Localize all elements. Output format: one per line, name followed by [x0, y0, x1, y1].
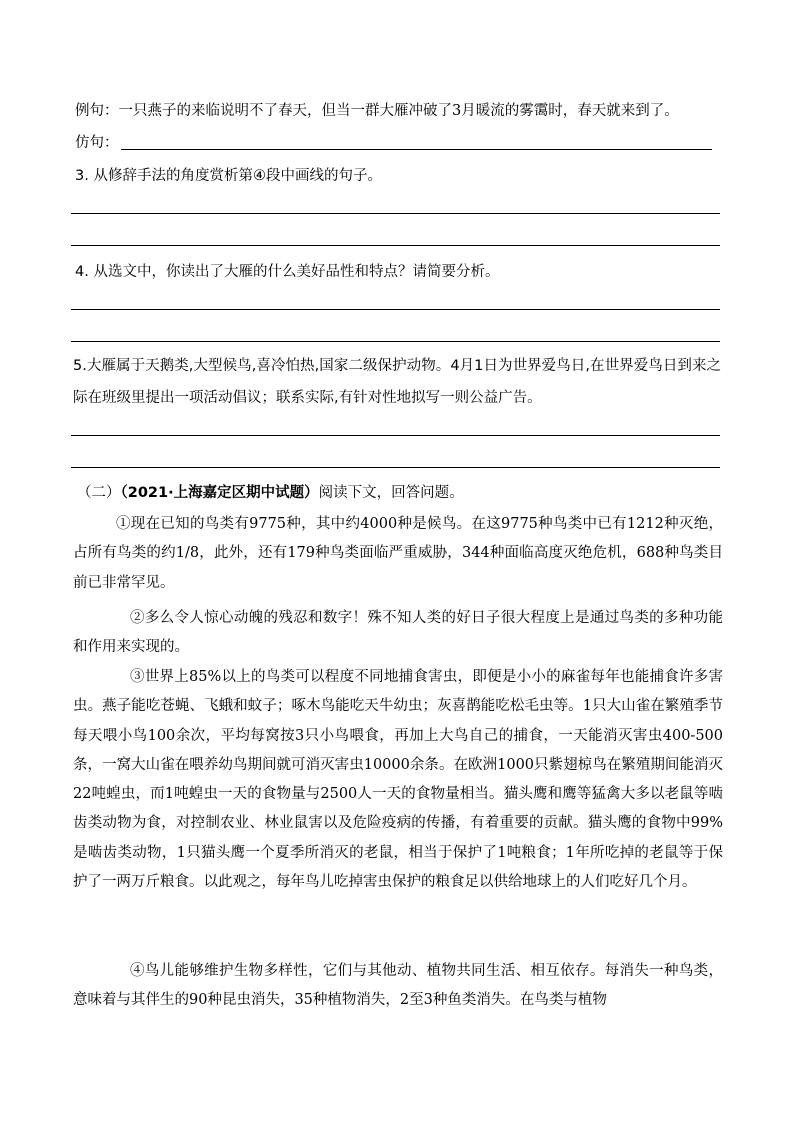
passage-paragraph-1: ①现在已知的鸟类有9775种，其中约4000种是候鸟。在这9775种鸟类中已有1212种灭绝，占所有鸟类的约1/8，此外，还有179种鸟类面临严重威胁，344种面临高度灭绝危机，688种鸟类目前已非常罕见。 — [73, 516, 723, 591]
section-2-heading — [77, 483, 464, 503]
answer-line-q3-1[interactable] — [71, 213, 720, 214]
answer-line-q5-2[interactable] — [71, 467, 720, 468]
section-source: （2021·上海嘉定区期中试题） — [120, 485, 319, 501]
question-4: 4. 从选文中，你读出了大雁的什么美好品性和特点？请简要分析。 — [75, 264, 500, 280]
question-3: 3. 从修辞手法的角度赏析第④段中画线的句子。 — [75, 168, 382, 184]
passage-paragraph-4: ④鸟儿能够维护生物多样性，它们与其他动、植物共同生活、相互依存。每消失一种鸟类，意味着与其伴生的90种昆虫消失，35种植物消失，2至3种鱼类消失。在鸟类与植物 — [73, 963, 723, 1009]
section-instruction: 阅读下文，回答问题。 — [318, 485, 464, 501]
imitation-answer-line[interactable] — [121, 149, 712, 150]
question-5: 5.大雁属于天鹅类,大型候鸟,喜冷怕热,国家二级保护动物。4月1日为世界爱鸟日,在世界爱鸟日到来之际在班级里提出一项活动倡议；联系实际,有针对性地拟写一则公益广告。 — [73, 358, 721, 406]
answer-line-q5-1[interactable] — [71, 435, 720, 436]
answer-line-q4-1[interactable] — [71, 309, 720, 310]
passage-paragraph-3: ③世界上85%以上的鸟类可以程度不同地捕食害虫，即便是小小的麻雀每年也能捕食许多害虫。燕子能吃苍蝇、飞蛾和蚊子；啄木鸟能吃天牛幼虫；灰喜鹊能吃松毛虫等。1只大山雀在繁殖季节每天喂小鸟100余次，平均每窝按3只小鸟喂食，再加上大鸟自己的捕食，一天能消灭害虫400-500条，一窝大山雀在喂养幼鸟期间就可消灭害虫10000余条。在欧洲1000只紫翅椋鸟在繁殖期间能消灭22吨蝗虫，而1吨蝗虫一天的食物量与2500人一天的食物量相当。猫头鹰和鹰等猛禽大多以老鼠等啮齿类动物为食，对控制农业、林业鼠害以及危险疫病的传播，有着重要的贡献。猫头鹰的食物中99%是啮齿类动物，1只猫头鹰一个夏季所消灭的老鼠，相当于保护了1吨粮食；1年所吃掉的老鼠等于保护了一两万斤粮食。以此观之，每年鸟儿吃掉害虫保护的粮食足以供给地球上的人们吃好几个月。 — [73, 669, 723, 891]
passage-paragraph-2: ②多么令人惊心动魄的残忍和数字！殊不知人类的好日子很大程度上是通过鸟类的多种功能和作用来实现的。 — [73, 610, 723, 656]
section-number: （二） — [77, 485, 121, 501]
imitation-label: 仿句： — [75, 135, 119, 151]
example-sentence: 例句：一只燕子的来临说明不了春天，但当一群大雁冲破了3月暖流的雾霭时，春天就来到了。 — [75, 103, 679, 119]
answer-line-q4-2[interactable] — [71, 341, 720, 342]
answer-line-q3-2[interactable] — [71, 245, 720, 246]
